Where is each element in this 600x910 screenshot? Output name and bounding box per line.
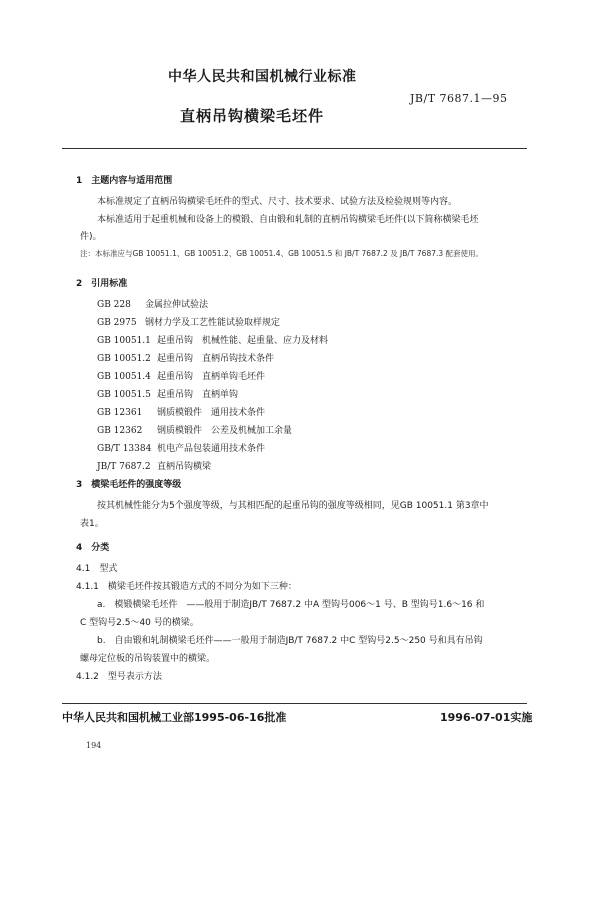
standard-number: JB/T 7687.1—95 bbox=[410, 92, 508, 105]
reference-item: GB 228 金属拉伸试验法 bbox=[97, 300, 209, 310]
reference-item: JB/T 7687.2 直柄吊钩横梁 bbox=[97, 462, 212, 472]
document-title: 直柄吊钩横梁毛坯件 bbox=[180, 107, 325, 125]
item-a-cont: C 型钩号2.5～40 号的横梁。 bbox=[80, 618, 199, 628]
section-1-note: 注：本标准应与GB 10051.1、GB 10051.2、GB 10051.4、GB 10051.5 和 JB/T 7687.2 及 JB/T 7687.3 配套使用。 bbox=[80, 249, 484, 258]
item-b: b. 自由锻和轧制横梁毛坯件——一般用于制造JB/T 7687.2 中C 型钩号2.5～250 号和具有吊钩 bbox=[97, 636, 483, 646]
section-1-paragraph-2: 本标准适用于起重机械和设备上的模锻、自由锻和轧制的直柄吊钩横梁毛坯件(以下简称横梁毛坯 bbox=[97, 215, 479, 225]
reference-item: GB 12362 钢质模锻件 公差及机械加工余量 bbox=[97, 426, 293, 436]
subsection-4-1-heading: 4.1 型式 bbox=[76, 564, 118, 574]
section-3-paragraph-cont: 表1。 bbox=[80, 519, 104, 529]
reference-item: GB/T 13384 机电产品包装通用技术条件 bbox=[97, 444, 266, 454]
reference-item: GB 10051.2 起重吊钩 直柄吊钩技术条件 bbox=[97, 354, 275, 364]
item-a: a. 模锻横梁毛坯件 ——般用于制造JB/T 7687.2 中A 型钩号006～1 号、B 型钩号1.6～16 和 bbox=[97, 600, 485, 610]
header-divider bbox=[62, 148, 527, 149]
approval-date: 中华人民共和国机械工业部1995-06-16批准 bbox=[62, 711, 287, 724]
item-b-cont: 螺母定位板的吊钩装置中的横梁。 bbox=[80, 654, 216, 664]
section-2-heading: 2 引用标准 bbox=[76, 279, 128, 289]
section-3-paragraph: 按其机械性能分为5个强度等级，与其相匹配的起重吊钩的强度等级相同，见GB 10051.1 第3章中 bbox=[97, 501, 489, 511]
subsection-4-1-1-heading: 4.1.1 横梁毛坯件按其锻造方式的不同分为如下三种： bbox=[76, 582, 297, 592]
issuing-body-header: 中华人民共和国机械行业标准 bbox=[168, 69, 357, 85]
subsection-4-1-2-heading: 4.1.2 型号表示方法 bbox=[76, 672, 162, 682]
section-3-heading: 3 横梁毛坯件的强度等级 bbox=[76, 480, 182, 490]
reference-item: GB 10051.1 起重吊钩 机械性能、起重量、应力及材料 bbox=[97, 336, 329, 346]
effective-date: 1996-07-01实施 bbox=[440, 711, 533, 724]
section-1-paragraph-2-cont: 件)。 bbox=[80, 232, 102, 242]
reference-item: GB 2975 钢材力学及工艺性能试验取样规定 bbox=[97, 318, 281, 328]
page-number: 194 bbox=[86, 741, 102, 750]
reference-item: GB 12361 钢质模锻件 通用技术条件 bbox=[97, 408, 266, 418]
section-1-heading: 1 主题内容与适用范围 bbox=[76, 176, 173, 186]
section-1-paragraph-1: 本标准规定了直柄吊钩横梁毛坯件的型式、尺寸、技术要求、试验方法及检验规则等内容。 bbox=[97, 197, 458, 207]
reference-item: GB 10051.5 起重吊钩 直柄单钩 bbox=[97, 390, 239, 400]
reference-item: GB 10051.4 起重吊钩 直柄单钩毛坯件 bbox=[97, 372, 266, 382]
section-4-heading: 4 分类 bbox=[76, 543, 110, 553]
footer-divider bbox=[62, 703, 527, 704]
